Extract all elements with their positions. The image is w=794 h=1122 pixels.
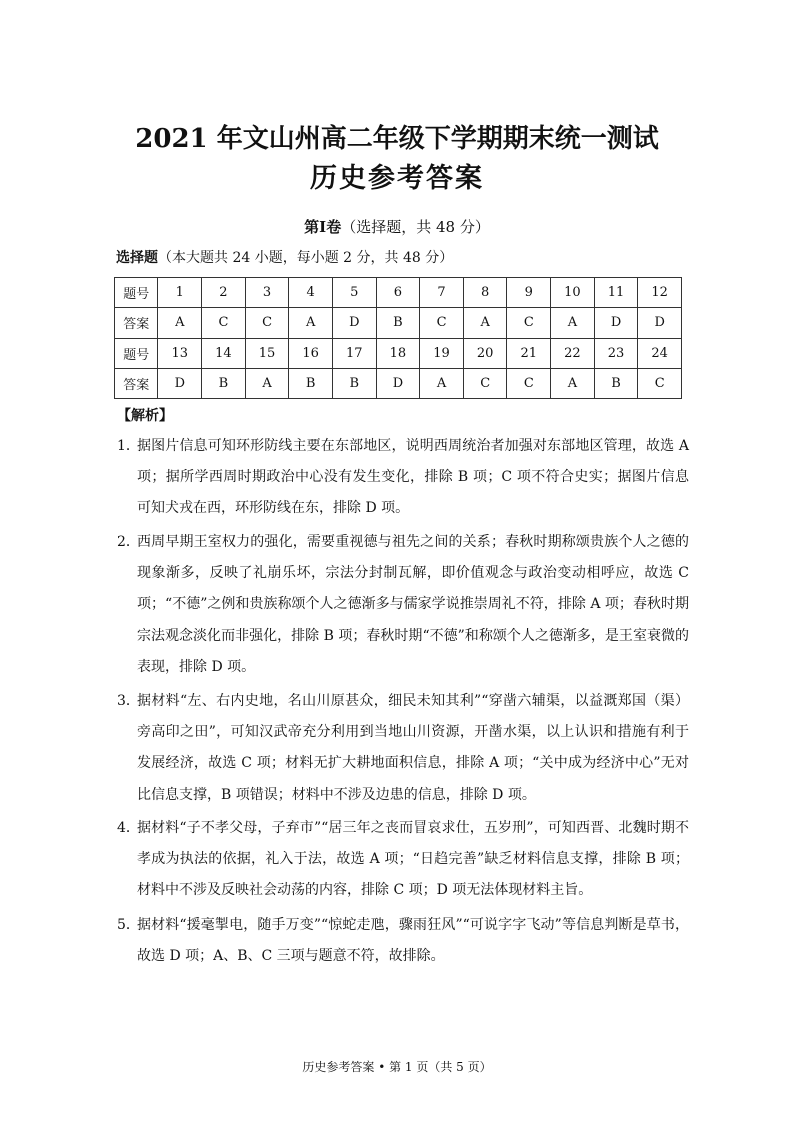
table-cell: D (376, 368, 420, 398)
table-cell: 题号 (115, 278, 158, 308)
table-cell: D (594, 308, 638, 338)
table-cell: D (638, 308, 682, 338)
table-cell: 1 (158, 278, 202, 308)
table-cell: C (507, 308, 551, 338)
table-cell: 8 (463, 278, 507, 308)
table-cell: 20 (463, 338, 507, 368)
item-number: 5． (117, 917, 140, 933)
table-cell: 答案 (115, 368, 158, 398)
table-row (115, 338, 682, 368)
table-cell: 23 (594, 338, 638, 368)
table-cell: 7 (420, 278, 464, 308)
table-cell: 答案 (115, 308, 158, 338)
page-title: 2021 年文山州高二年级下学期期末统一测试 (135, 124, 659, 154)
mc-label: 选择题 (116, 250, 158, 266)
table-cell: B (594, 368, 638, 398)
table-cell: B (332, 368, 376, 398)
table-cell: C (245, 308, 289, 338)
table-row (115, 308, 682, 338)
table-cell: 11 (594, 278, 638, 308)
section-heading (0, 216, 794, 237)
table-cell: 17 (332, 338, 376, 368)
table-cell: 14 (202, 338, 246, 368)
table-row (115, 278, 682, 308)
answer-table (114, 277, 682, 399)
table-cell: D (158, 368, 202, 398)
table-cell: 2 (202, 278, 246, 308)
table-cell: 4 (289, 278, 333, 308)
page-subtitle: 历史参考答案 (310, 163, 484, 194)
section-volume-label: 第Ⅰ卷 (304, 218, 342, 236)
table-cell: A (551, 308, 595, 338)
table-cell: 24 (638, 338, 682, 368)
table-cell: B (376, 308, 420, 338)
table-cell: 19 (420, 338, 464, 368)
table-cell: B (289, 368, 333, 398)
table-cell: D (332, 308, 376, 338)
table-cell: C (420, 308, 464, 338)
table-cell: A (420, 368, 464, 398)
analysis-item (117, 813, 689, 907)
item-number: 1． (117, 438, 140, 454)
item-text: 据材料“子不孝父母，子弃市”“居三年之丧而冒哀求仕，五岁刑”，可知西晋、北魏时期不孝成为执法的依据，礼入于法，故选 A 项；“日趋完善”缺乏材料信息支撑，排除 B 项；材料中不涉及反映社会动荡的内容，排除 C 项；D 项无法体现材料主旨。 (137, 820, 689, 899)
item-number: 3． (117, 693, 140, 709)
table-cell: A (551, 368, 595, 398)
page-footer: 历史参考答案 • 第 1 页（共 5 页） (302, 1060, 492, 1074)
table-cell: 题号 (115, 338, 158, 368)
table-cell: A (245, 368, 289, 398)
table-cell: 5 (332, 278, 376, 308)
table-cell: 22 (551, 338, 595, 368)
item-text: 据图片信息可知环形防线主要在东部地区，说明西周统治者加强对东部地区管理，故选 A 项；据所学西周时期政治中心没有发生变化，排除 B 项；C 项不符合史实；据图片信息可知犬戎在西，环形防线在东，排除 D 项。 (137, 438, 689, 517)
table-cell: B (202, 368, 246, 398)
table-cell: C (507, 368, 551, 398)
analysis-item (117, 686, 689, 811)
table-cell: 18 (376, 338, 420, 368)
analysis-item (117, 910, 689, 972)
analysis-item (117, 431, 689, 525)
table-cell: C (202, 308, 246, 338)
table-cell: 16 (289, 338, 333, 368)
item-number: 2． (117, 534, 140, 550)
table-cell: C (638, 368, 682, 398)
mc-intro (116, 247, 453, 267)
table-cell: 15 (245, 338, 289, 368)
table-cell: 3 (245, 278, 289, 308)
item-number: 4． (117, 820, 140, 836)
table-cell: 13 (158, 338, 202, 368)
table-cell: A (158, 308, 202, 338)
item-text: 西周早期王室权力的强化，需要重视德与祖先之间的关系；春秋时期称颂贵族个人之德的现象渐多，反映了礼崩乐坏，宗法分封制瓦解，即价值观念与政治变动相呼应，故选 C 项；“不德”之例和贵族称颂个人之德渐多与儒家学说推崇周礼不符，排除 A 项；春秋时期宗法观念淡化而非强化，排除 B 项；春秋时期“不德”和称颂个人之德渐多，是王室衰微的表现，排除 D 项。 (137, 534, 689, 675)
item-text: 据材料“左、右内史地，名山川原甚众，细民未知其利”“穿凿六辅渠，以益溉郑国（渠）旁高印之田”，可知汉武帝充分利用到当地山川资源，开凿水渠，以上认识和措施有利于发展经济，故选 C 项；材料无扩大耕地面积信息，排除 A 项；“关中成为经济中心”无对比信息支撑，B 项错误；材料中不涉及边患的信息，排除 D 项。 (137, 693, 689, 803)
analysis-heading: 【解析】 (117, 408, 173, 424)
table-cell: C (463, 368, 507, 398)
table-row (115, 368, 682, 398)
table-cell: A (289, 308, 333, 338)
item-text: 据材料“援毫掣电，随手万变”“惊蛇走虺，骤雨狂风”“可说字字飞动”等信息判断是草书，故选 D 项；A、B、C 三项与题意不符，故排除。 (137, 917, 689, 965)
table-cell: 10 (551, 278, 595, 308)
table-cell: 6 (376, 278, 420, 308)
section-volume-desc: （选择题，共 48 分） (341, 218, 490, 236)
table-cell: 12 (638, 278, 682, 308)
analysis-item (117, 527, 689, 683)
table-cell: 21 (507, 338, 551, 368)
table-cell: A (463, 308, 507, 338)
table-cell: 9 (507, 278, 551, 308)
mc-desc: （本大题共 24 小题，每小题 2 分，共 48 分） (158, 250, 454, 266)
